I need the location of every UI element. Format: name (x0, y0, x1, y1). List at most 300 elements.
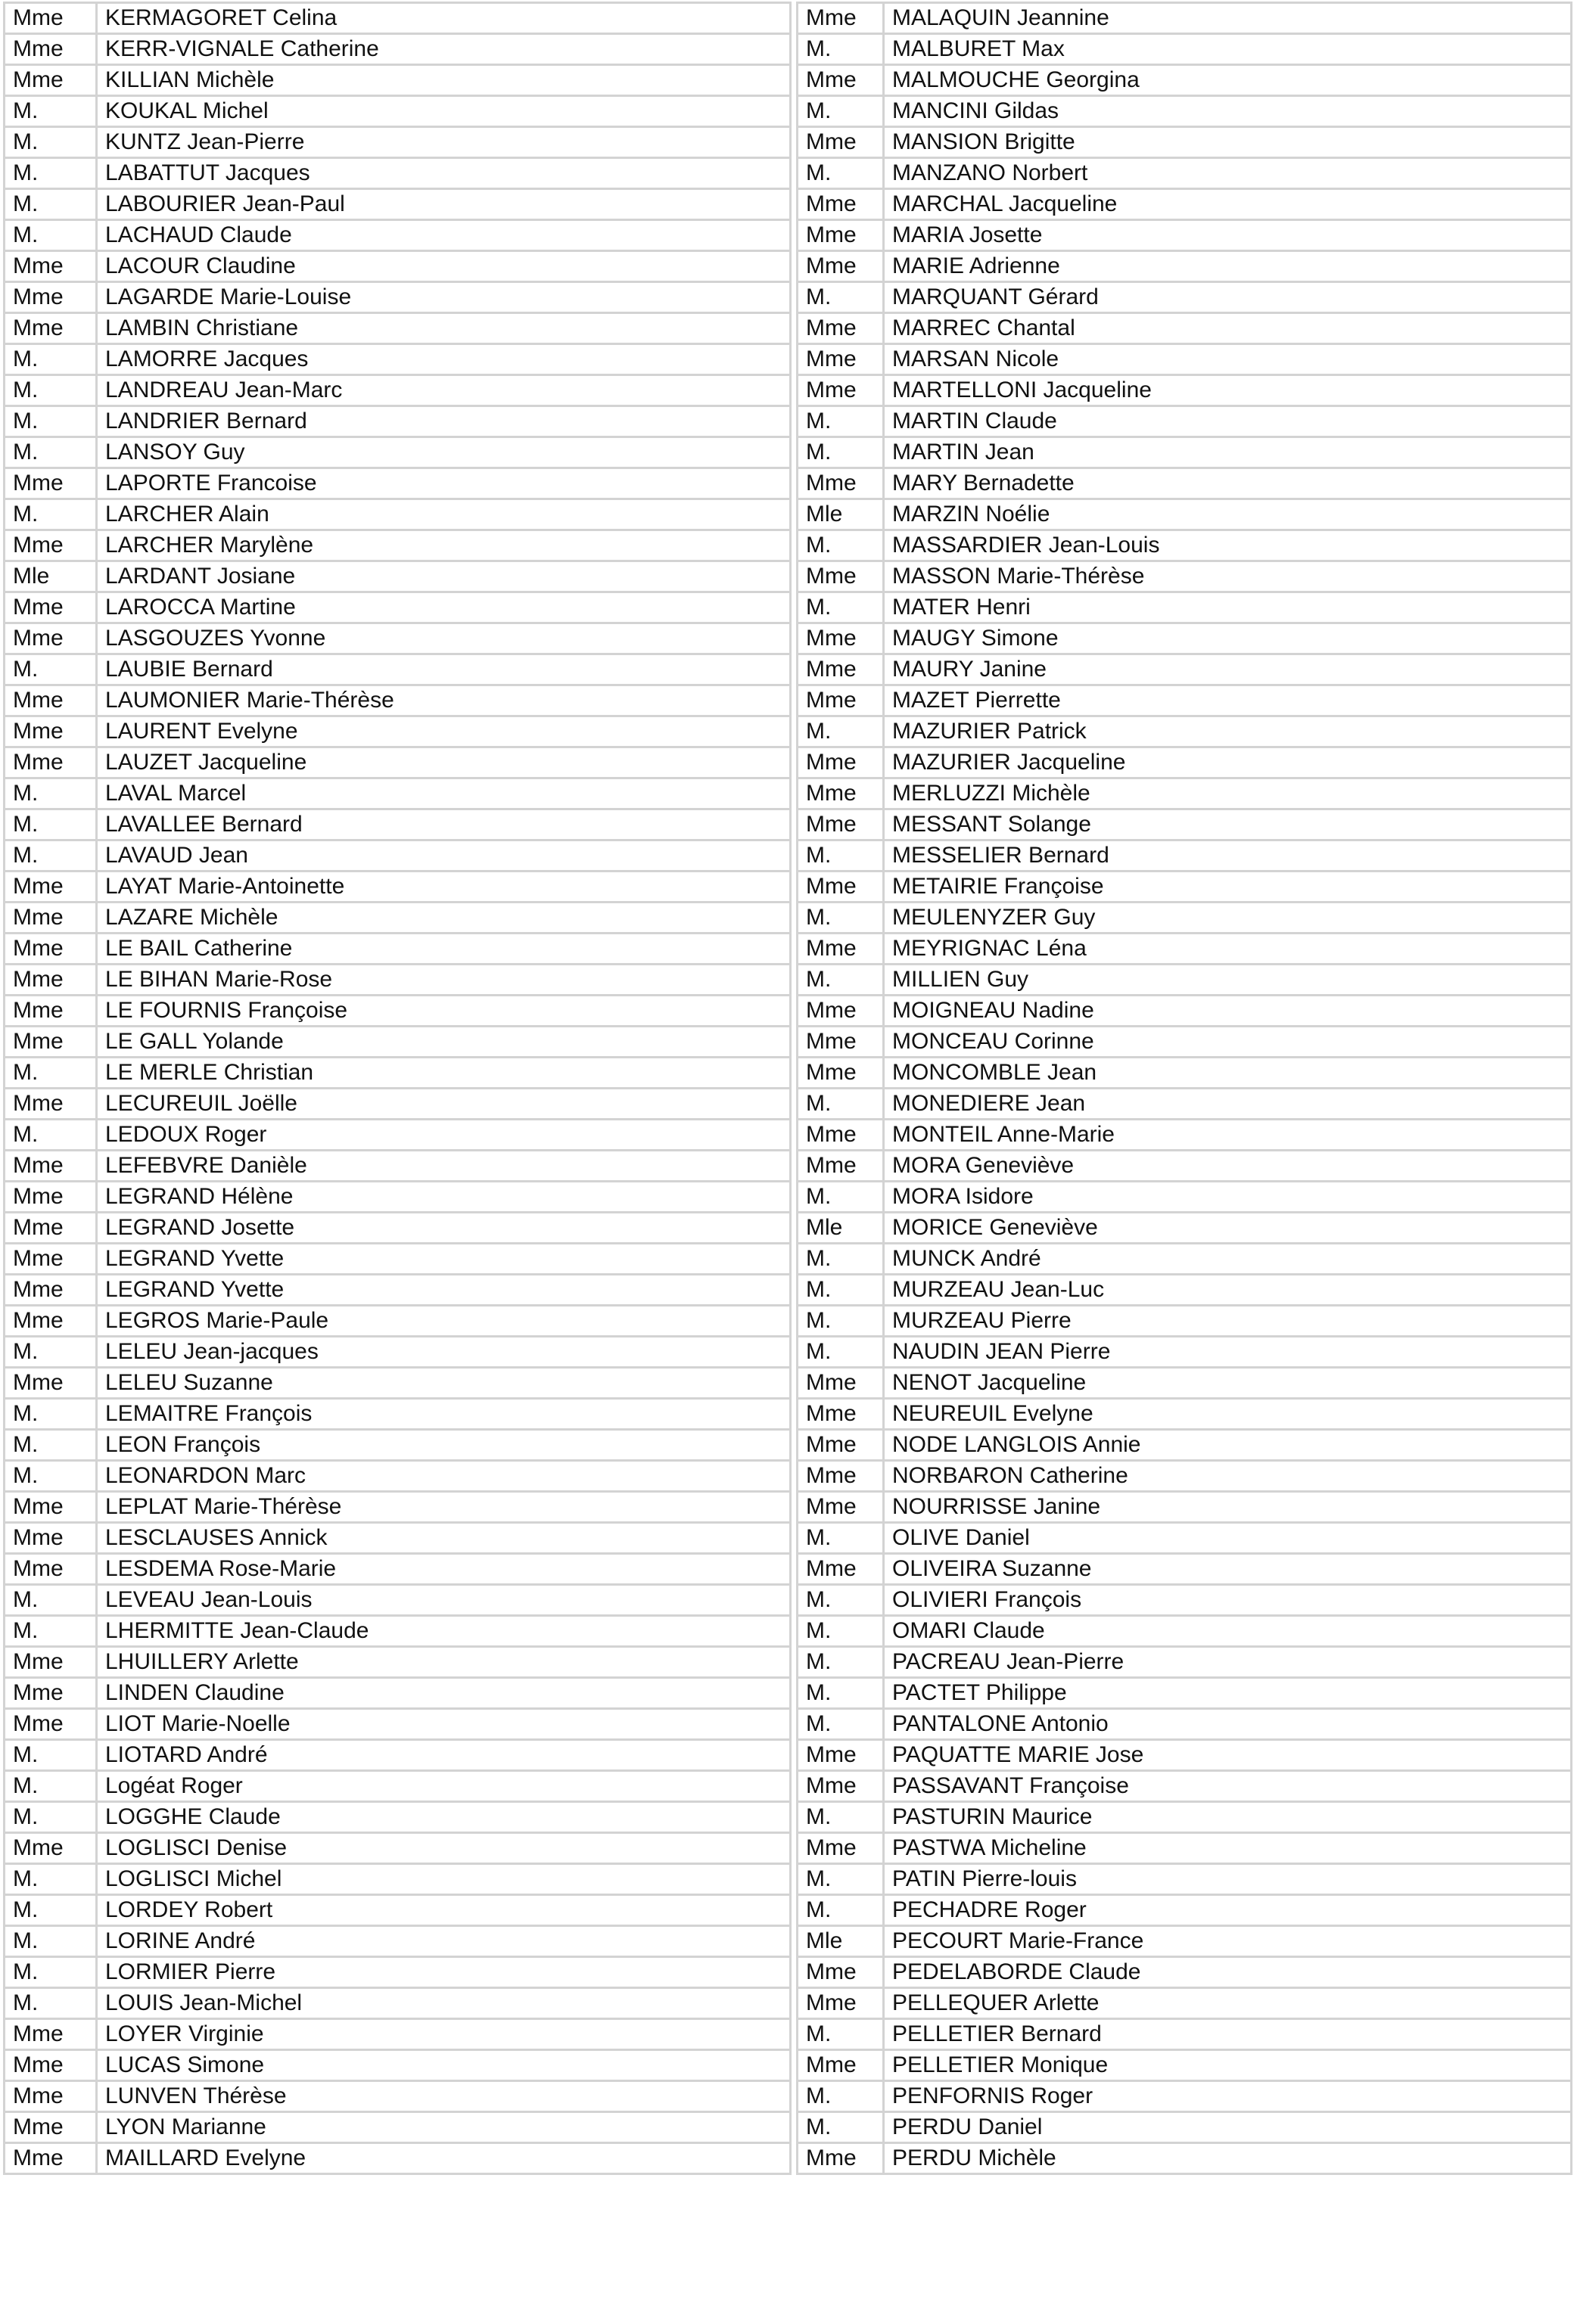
title-cell: M. (5, 375, 97, 406)
title-cell: Mme (5, 685, 97, 716)
title-cell: Mme (5, 2050, 97, 2081)
table-row (5, 1151, 791, 1182)
table-row (798, 1275, 1572, 1306)
table-row (798, 685, 1572, 716)
name-cell: KERMAGORET Celina (97, 3, 791, 34)
title-cell: Mme (798, 375, 884, 406)
title-cell: Mme (5, 1554, 97, 1585)
name-cell: LEPLAT Marie-Thérèse (97, 1492, 791, 1523)
title-cell: M. (798, 965, 884, 996)
title-cell: Mme (798, 1461, 884, 1492)
table-row (798, 2112, 1572, 2143)
table-row (5, 468, 791, 499)
name-cell: LORMIER Pierre (97, 1957, 791, 1988)
name-cell: MASSARDIER Jean-Louis (884, 530, 1572, 561)
name-cell: PEDELABORDE Claude (884, 1957, 1572, 1988)
title-cell: Mme (798, 1771, 884, 1802)
name-cell: MAILLARD Evelyne (97, 2143, 791, 2174)
title-cell: Mme (798, 1120, 884, 1151)
title-cell: Mme (798, 1399, 884, 1430)
title-cell: M. (5, 127, 97, 158)
title-cell: M. (5, 809, 97, 840)
name-cell: LELEU Suzanne (97, 1368, 791, 1399)
table-row (798, 158, 1572, 189)
title-cell: M. (5, 437, 97, 468)
name-cell: MASSON Marie-Thérèse (884, 561, 1572, 592)
name-cell: KOUKAL Michel (97, 96, 791, 127)
title-cell: M. (798, 1709, 884, 1740)
table-row (5, 1647, 791, 1678)
name-cell: MARTIN Claude (884, 406, 1572, 437)
table-row (798, 1833, 1572, 1864)
title-cell: M. (798, 1523, 884, 1554)
name-cell: LEONARDON Marc (97, 1461, 791, 1492)
name-cell: LE FOURNIS Françoise (97, 996, 791, 1027)
title-cell: M. (798, 1306, 884, 1337)
title-cell: Mme (5, 251, 97, 282)
table-row (5, 1492, 791, 1523)
name-cell: LIOTARD André (97, 1740, 791, 1771)
name-cell: MILLIEN Guy (884, 965, 1572, 996)
name-cell: LEFEBVRE Danièle (97, 1151, 791, 1182)
title-cell: Mme (798, 313, 884, 344)
name-cell: PENFORNIS Roger (884, 2081, 1572, 2112)
table-row (798, 561, 1572, 592)
table-row (5, 499, 791, 530)
table-row (5, 747, 791, 778)
title-cell: M. (5, 1120, 97, 1151)
title-cell: M. (798, 1678, 884, 1709)
name-cell: LEGRAND Hélène (97, 1182, 791, 1213)
table-row (798, 344, 1572, 375)
name-cell: MONTEIL Anne-Marie (884, 1120, 1572, 1151)
table-row (798, 592, 1572, 623)
table-row (5, 1616, 791, 1647)
table-row (798, 282, 1572, 313)
title-cell: Mme (798, 934, 884, 965)
title-cell: M. (798, 158, 884, 189)
title-cell: M. (798, 903, 884, 934)
name-cell: MARIE Adrienne (884, 251, 1572, 282)
title-cell: M. (5, 406, 97, 437)
name-cell: LARDANT Josiane (97, 561, 791, 592)
title-cell: Mme (798, 1151, 884, 1182)
table-row (5, 1306, 791, 1337)
title-cell: M. (5, 1926, 97, 1957)
name-cell: MAURY Janine (884, 654, 1572, 685)
table-row (798, 1740, 1572, 1771)
table-row (798, 1709, 1572, 1740)
name-cell: LEDOUX Roger (97, 1120, 791, 1151)
table-row (5, 1833, 791, 1864)
name-cell: MALAQUIN Jeannine (884, 3, 1572, 34)
title-cell: M. (798, 1647, 884, 1678)
table-row (798, 1678, 1572, 1709)
name-cell: LEGRAND Yvette (97, 1275, 791, 1306)
name-cell: LAVAUD Jean (97, 840, 791, 872)
title-cell: M. (5, 1895, 97, 1926)
table-row (798, 1647, 1572, 1678)
table-row (5, 1895, 791, 1926)
title-cell: Mme (798, 1988, 884, 2019)
title-cell: Mme (5, 2019, 97, 2050)
name-cell: Logéat Roger (97, 1771, 791, 1802)
title-cell: Mme (798, 468, 884, 499)
title-cell: Mme (798, 65, 884, 96)
title-cell: Mme (5, 1678, 97, 1709)
table-row (798, 1337, 1572, 1368)
title-cell: M. (5, 840, 97, 872)
table-row (798, 96, 1572, 127)
table-row (798, 623, 1572, 654)
table-row (5, 1368, 791, 1399)
table-row (5, 34, 791, 65)
name-cell: LANSOY Guy (97, 437, 791, 468)
name-cell: MARIA Josette (884, 220, 1572, 251)
name-cell: LAROCCA Martine (97, 592, 791, 623)
table-row (798, 778, 1572, 809)
table-row (5, 623, 791, 654)
title-cell: M. (5, 1864, 97, 1895)
table-row (5, 2112, 791, 2143)
title-cell: Mme (798, 778, 884, 809)
title-cell: Mme (798, 2050, 884, 2081)
table-row (798, 809, 1572, 840)
table-row (5, 1771, 791, 1802)
table-row (798, 1554, 1572, 1585)
name-cell: LIOT Marie-Noelle (97, 1709, 791, 1740)
title-cell: Mme (5, 1833, 97, 1864)
name-cell: NAUDIN JEAN Pierre (884, 1337, 1572, 1368)
title-cell: Mme (5, 1244, 97, 1275)
table-row (798, 934, 1572, 965)
table-row (798, 996, 1572, 1027)
table-row (5, 1399, 791, 1430)
table-row (798, 1895, 1572, 1926)
name-cell: OLIVEIRA Suzanne (884, 1554, 1572, 1585)
table-row (5, 313, 791, 344)
name-cell: LINDEN Claudine (97, 1678, 791, 1709)
title-cell: M. (798, 530, 884, 561)
title-cell: Mle (798, 1926, 884, 1957)
name-cell: LE GALL Yolande (97, 1027, 791, 1058)
title-cell: M. (798, 1182, 884, 1213)
table-row (5, 840, 791, 872)
table-row (5, 189, 791, 220)
name-cell: MONCOMBLE Jean (884, 1058, 1572, 1089)
title-cell: Mme (5, 747, 97, 778)
table-row (798, 1523, 1572, 1554)
name-cell: PACTET Philippe (884, 1678, 1572, 1709)
name-cell: LEMAITRE François (97, 1399, 791, 1430)
title-cell: M. (798, 96, 884, 127)
title-cell: M. (798, 2112, 884, 2143)
title-cell: M. (798, 1802, 884, 1833)
table-row (798, 1213, 1572, 1244)
table-row (5, 1957, 791, 1988)
name-cell: LYON Marianne (97, 2112, 791, 2143)
name-cell: NORBARON Catherine (884, 1461, 1572, 1492)
name-cell: PAQUATTE MARIE Jose (884, 1740, 1572, 1771)
name-cell: LORDEY Robert (97, 1895, 791, 1926)
name-cell: LOYER Virginie (97, 2019, 791, 2050)
table-row (5, 65, 791, 96)
name-cell: MARREC Chantal (884, 313, 1572, 344)
name-cell: MUNCK André (884, 1244, 1572, 1275)
table-row (798, 127, 1572, 158)
table-row (798, 1957, 1572, 1988)
table-row (5, 127, 791, 158)
title-cell: Mme (798, 809, 884, 840)
names-table-right (796, 2, 1572, 2175)
table-row (798, 34, 1572, 65)
title-cell: Mme (5, 34, 97, 65)
table-row (798, 1492, 1572, 1523)
title-cell: Mme (798, 3, 884, 34)
name-cell: NEUREUIL Evelyne (884, 1399, 1572, 1430)
table-row (798, 747, 1572, 778)
table-row (798, 1461, 1572, 1492)
title-cell: M. (5, 499, 97, 530)
table-row (5, 282, 791, 313)
title-cell: Mme (798, 2143, 884, 2174)
name-cell: MARCHAL Jacqueline (884, 189, 1572, 220)
name-cell: LAMBIN Christiane (97, 313, 791, 344)
table-row (5, 2081, 791, 2112)
name-cell: NODE LANGLOIS Annie (884, 1430, 1572, 1461)
table-row (798, 1244, 1572, 1275)
name-cell: PELLETIER Bernard (884, 2019, 1572, 2050)
table-row (5, 654, 791, 685)
table-row (798, 1058, 1572, 1089)
name-cell: MARQUANT Gérard (884, 282, 1572, 313)
name-cell: MORA Isidore (884, 1182, 1572, 1213)
table-row (798, 2019, 1572, 2050)
name-cell: NOURRISSE Janine (884, 1492, 1572, 1523)
table-row (5, 685, 791, 716)
title-cell: M. (5, 344, 97, 375)
name-cell: LAPORTE Francoise (97, 468, 791, 499)
title-cell: Mme (798, 561, 884, 592)
table-row (798, 65, 1572, 96)
title-cell: Mme (798, 1740, 884, 1771)
name-cell: MARTELLONI Jacqueline (884, 375, 1572, 406)
title-cell: Mle (5, 561, 97, 592)
name-cell: LAVAL Marcel (97, 778, 791, 809)
name-cell: LAMORRE Jacques (97, 344, 791, 375)
title-cell: M. (798, 1244, 884, 1275)
title-cell: M. (798, 437, 884, 468)
table-row (5, 158, 791, 189)
table-row (5, 1120, 791, 1151)
title-cell: Mme (5, 2081, 97, 2112)
table-row (5, 716, 791, 747)
name-cell: LHUILLERY Arlette (97, 1647, 791, 1678)
title-cell: Mme (798, 1833, 884, 1864)
name-cell: MEYRIGNAC Léna (884, 934, 1572, 965)
title-cell: Mme (5, 1492, 97, 1523)
title-cell: Mme (798, 1492, 884, 1523)
table-row (5, 1523, 791, 1554)
name-cell: LE MERLE Christian (97, 1058, 791, 1089)
name-cell: LOUIS Jean-Michel (97, 1988, 791, 2019)
title-cell: M. (5, 158, 97, 189)
table-row (5, 437, 791, 468)
title-cell: M. (798, 1089, 884, 1120)
title-cell: Mme (798, 996, 884, 1027)
table-row (798, 189, 1572, 220)
name-cell: LAURENT Evelyne (97, 716, 791, 747)
table-row (5, 872, 791, 903)
title-cell: Mme (5, 468, 97, 499)
title-cell: M. (798, 1895, 884, 1926)
table-row (5, 1058, 791, 1089)
name-cell: LESCLAUSES Annick (97, 1523, 791, 1554)
title-cell: M. (5, 1058, 97, 1089)
name-cell: LABATTUT Jacques (97, 158, 791, 189)
name-cell: OLIVIERI François (884, 1585, 1572, 1616)
table-row (798, 1616, 1572, 1647)
table-row (798, 1926, 1572, 1957)
name-cell: LARCHER Alain (97, 499, 791, 530)
title-cell: Mme (798, 1554, 884, 1585)
table-row (798, 654, 1572, 685)
table-row (5, 1554, 791, 1585)
name-cell: MONEDIERE Jean (884, 1089, 1572, 1120)
name-cell: MAZET Pierrette (884, 685, 1572, 716)
title-cell: Mme (798, 251, 884, 282)
title-cell: Mme (798, 654, 884, 685)
title-cell: Mme (5, 313, 97, 344)
title-cell: Mme (798, 1027, 884, 1058)
name-cell: LASGOUZES Yvonne (97, 623, 791, 654)
title-cell: Mme (5, 872, 97, 903)
table-row (798, 1182, 1572, 1213)
name-cell: MARZIN Noélie (884, 499, 1572, 530)
title-cell: Mme (5, 282, 97, 313)
name-cell: PERDU Daniel (884, 2112, 1572, 2143)
title-cell: M. (5, 96, 97, 127)
title-cell: Mme (798, 344, 884, 375)
name-cell: METAIRIE Françoise (884, 872, 1572, 903)
table-row (798, 437, 1572, 468)
title-cell: M. (798, 716, 884, 747)
title-cell: M. (798, 406, 884, 437)
table-row (798, 251, 1572, 282)
name-cell: NENOT Jacqueline (884, 1368, 1572, 1399)
name-cell: LAZARE Michèle (97, 903, 791, 934)
table-row (798, 965, 1572, 996)
name-cell: LEON François (97, 1430, 791, 1461)
table-row (5, 996, 791, 1027)
name-cell: LEGRAND Josette (97, 1213, 791, 1244)
title-cell: M. (5, 1461, 97, 1492)
title-cell: M. (798, 1275, 884, 1306)
table-row (5, 1244, 791, 1275)
table-row (798, 903, 1572, 934)
table-row (798, 840, 1572, 872)
table-row (5, 1709, 791, 1740)
table-row (798, 1399, 1572, 1430)
name-cell: PELLETIER Monique (884, 2050, 1572, 2081)
title-cell: Mme (5, 1306, 97, 1337)
title-cell: Mme (5, 1368, 97, 1399)
table-row (798, 1089, 1572, 1120)
name-cell: PATIN Pierre-louis (884, 1864, 1572, 1895)
table-row (5, 1802, 791, 1833)
table-row (5, 1926, 791, 1957)
table-row (5, 1461, 791, 1492)
table-row (5, 2050, 791, 2081)
names-table-left-body (5, 3, 791, 2174)
name-cell: LEVEAU Jean-Louis (97, 1585, 791, 1616)
title-cell: M. (5, 1957, 97, 1988)
title-cell: Mme (5, 1523, 97, 1554)
title-cell: M. (5, 1616, 97, 1647)
title-cell: M. (798, 282, 884, 313)
title-cell: Mme (5, 716, 97, 747)
table-row (798, 1151, 1572, 1182)
table-row (5, 1988, 791, 2019)
name-cell: LAUZET Jacqueline (97, 747, 791, 778)
table-row (5, 1027, 791, 1058)
name-cell: LORINE André (97, 1926, 791, 1957)
name-cell: LOGLISCI Denise (97, 1833, 791, 1864)
table-row (798, 1988, 1572, 2019)
title-cell: Mle (798, 1213, 884, 1244)
title-cell: Mme (798, 1957, 884, 1988)
title-cell: M. (798, 1337, 884, 1368)
name-cell: MURZEAU Jean-Luc (884, 1275, 1572, 1306)
name-cell: MONCEAU Corinne (884, 1027, 1572, 1058)
title-cell: M. (5, 1430, 97, 1461)
title-cell: Mme (5, 3, 97, 34)
title-cell: M. (798, 592, 884, 623)
table-row (5, 1213, 791, 1244)
title-cell: Mme (5, 965, 97, 996)
table-row (798, 1771, 1572, 1802)
table-row (5, 2143, 791, 2174)
title-cell: M. (798, 34, 884, 65)
name-cell: LE BAIL Catherine (97, 934, 791, 965)
name-cell: LACHAUD Claude (97, 220, 791, 251)
table-row (5, 344, 791, 375)
table-row (798, 1802, 1572, 1833)
name-cell: MESSANT Solange (884, 809, 1572, 840)
name-cell: KILLIAN Michèle (97, 65, 791, 96)
table-row (5, 251, 791, 282)
title-cell: Mme (5, 1027, 97, 1058)
title-cell: Mme (5, 903, 97, 934)
table-row (798, 313, 1572, 344)
title-cell: Mme (5, 2143, 97, 2174)
title-cell: M. (798, 1585, 884, 1616)
title-cell: Mme (798, 127, 884, 158)
title-cell: Mme (5, 1275, 97, 1306)
title-cell: Mme (798, 220, 884, 251)
table-row (5, 406, 791, 437)
names-table-right-body (798, 3, 1572, 2174)
name-cell: KUNTZ Jean-Pierre (97, 127, 791, 158)
title-cell: M. (5, 1337, 97, 1368)
name-cell: MALMOUCHE Georgina (884, 65, 1572, 96)
title-cell: M. (798, 1864, 884, 1895)
name-cell: MARY Bernadette (884, 468, 1572, 499)
name-cell: LUNVEN Thérèse (97, 2081, 791, 2112)
name-cell: PECOURT Marie-France (884, 1926, 1572, 1957)
table-row (798, 1027, 1572, 1058)
name-cell: LE BIHAN Marie-Rose (97, 965, 791, 996)
